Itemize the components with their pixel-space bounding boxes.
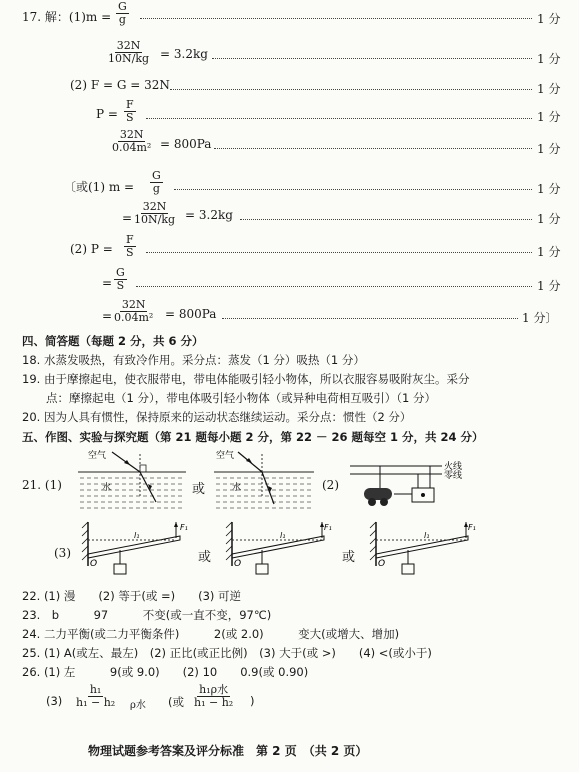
arm-label: l₁ <box>424 531 430 540</box>
q17-frac-10: 32N 0.04m² <box>114 298 154 324</box>
q21-part3-label: (3) <box>54 546 71 560</box>
q17-frac-8: F S <box>126 233 134 259</box>
or-1: 或 <box>192 482 206 497</box>
q17-line-4: P = <box>96 107 118 121</box>
force-label: F₁ <box>180 523 188 532</box>
arm-label: l₁ <box>280 531 286 540</box>
score-1: 1 分 <box>537 12 561 26</box>
household-circuit-diagram <box>350 458 490 514</box>
score-7: 1 分 <box>537 212 561 226</box>
score-9: 1 分 <box>537 279 561 293</box>
lever-diagram-3 <box>368 520 478 580</box>
q17-line-6: 〔或(1) m = <box>64 180 135 194</box>
q17-frac-2: 32N 10N/kg <box>108 39 150 65</box>
score-8: 1 分 <box>537 245 561 259</box>
pivot-label: O <box>234 559 242 569</box>
equals: = <box>102 309 113 323</box>
arm-label: l₁ <box>134 531 140 540</box>
section-5-title: 五、作图、实验与探究题（第 21 题每小题 2 分，第 22 － 26 题每空 1 分，共 24 分） <box>22 430 484 444</box>
water-label: 水 <box>102 483 112 493</box>
pivot-label: O <box>378 559 386 569</box>
live-wire-label: 火线 <box>444 462 463 472</box>
q23-text: 23. b 97 不变(或一直不变，97℃) <box>22 608 272 622</box>
score-3: 1 分 <box>537 82 561 96</box>
score-2: 1 分 <box>537 52 561 66</box>
q17-frac-5: 32N 0.04m² <box>112 128 152 154</box>
air-label: 空气 <box>216 451 235 461</box>
q25-text: 25. (1) A(或左、最左) (2) 正比(或正比例) (3) 大于(或 >) (4) <(或小于) <box>22 646 432 660</box>
leader-dots <box>146 252 532 253</box>
q17-result-2: = 3.2kg <box>160 47 208 61</box>
water-label: 水 <box>232 483 242 493</box>
q21-label: 21. (1) <box>22 478 62 492</box>
section-4-title: 四、简答题（每题 2 分，共 6 分） <box>22 334 204 348</box>
q26-text: 26. (1) 左 9(或 9.0) (2) 10 0.9(或 0.90) <box>22 665 309 679</box>
force-label: F₁ <box>324 523 332 532</box>
q19-text-2: 点：摩擦起电（1 分），带电体吸引轻小物体（或异种电荷相互吸引）（1 分） <box>46 391 436 405</box>
leader-dots <box>170 89 532 90</box>
score-5: 1 分 <box>537 142 561 156</box>
q26-frac-2: h₁ρ水 h₁ − h₂ <box>194 683 234 709</box>
q17-frac-7: 32N 10N/kg <box>134 200 176 226</box>
q17-frac-1: G g <box>118 0 127 26</box>
q17-line-3: (2) F = G = 32N <box>70 78 170 92</box>
leader-dots <box>146 118 532 119</box>
q26-part3-label: (3) <box>46 694 63 708</box>
or-3: 或 <box>342 550 356 565</box>
q17-result-7: = 3.2kg <box>185 208 233 222</box>
score-6: 1 分 <box>537 182 561 196</box>
refraction-diagram-2 <box>214 448 314 512</box>
q17-frac-9: G S <box>116 266 125 292</box>
leader-dots <box>240 219 532 220</box>
q21-part2-label: (2) <box>322 478 339 492</box>
neutral-wire-label: 零线 <box>444 471 463 481</box>
q26-frac-1-suffix: ρ水 <box>130 700 146 711</box>
q17-result-5: = 800Pa <box>160 137 212 151</box>
leader-dots <box>214 148 532 149</box>
air-label: 空气 <box>88 451 107 461</box>
refraction-diagram-1 <box>78 448 186 512</box>
q26-or: (或 <box>168 695 184 709</box>
lever-diagram-2 <box>224 520 334 580</box>
force-label: F₁ <box>468 523 476 532</box>
score-10: 1 分〕 <box>522 311 558 325</box>
q20-text: 20. 因为人具有惯性，保持原来的运动状态继续运动。采分点：惯性（2 分） <box>22 410 412 424</box>
leader-dots <box>222 318 518 319</box>
or-2: 或 <box>198 550 212 565</box>
q17-frac-4: F S <box>126 98 134 124</box>
q17-result-10: = 800Pa <box>165 307 217 321</box>
q26-close: ) <box>250 694 255 708</box>
q26-frac-1: h₁ h₁ − h₂ <box>76 683 116 709</box>
equals: = <box>102 276 113 290</box>
lever-diagram-1 <box>80 520 190 580</box>
score-4: 1 分 <box>537 110 561 124</box>
q24-text: 24. 二力平衡(或二力平衡条件) 2(或 2.0) 变大(或增大、增加) <box>22 627 400 641</box>
leader-dots <box>140 18 532 19</box>
leader-dots <box>212 58 532 59</box>
q17-frac-6: G g <box>152 169 161 195</box>
pivot-label: O <box>90 559 98 569</box>
q19-text-1: 19. 由于摩擦起电，使衣服带电，带电体能吸引轻小物体，所以衣服容易吸附灰尘。采分 <box>22 372 470 386</box>
q22-text: 22. (1) 漫 (2) 等于(或 =) (3) 可逆 <box>22 589 242 603</box>
q17-label: 17. 解：(1)m = <box>22 10 112 24</box>
q18-text: 18. 水蒸发吸热，有致冷作用。采分点：蒸发（1 分）吸热（1 分） <box>22 353 365 367</box>
leader-dots <box>136 286 532 287</box>
leader-dots <box>174 189 532 190</box>
equals: = <box>122 211 133 225</box>
page-footer: 物理试题参考答案及评分标准 第 2 页 （共 2 页） <box>88 744 368 758</box>
q17-line-8: (2) P = <box>70 242 113 256</box>
